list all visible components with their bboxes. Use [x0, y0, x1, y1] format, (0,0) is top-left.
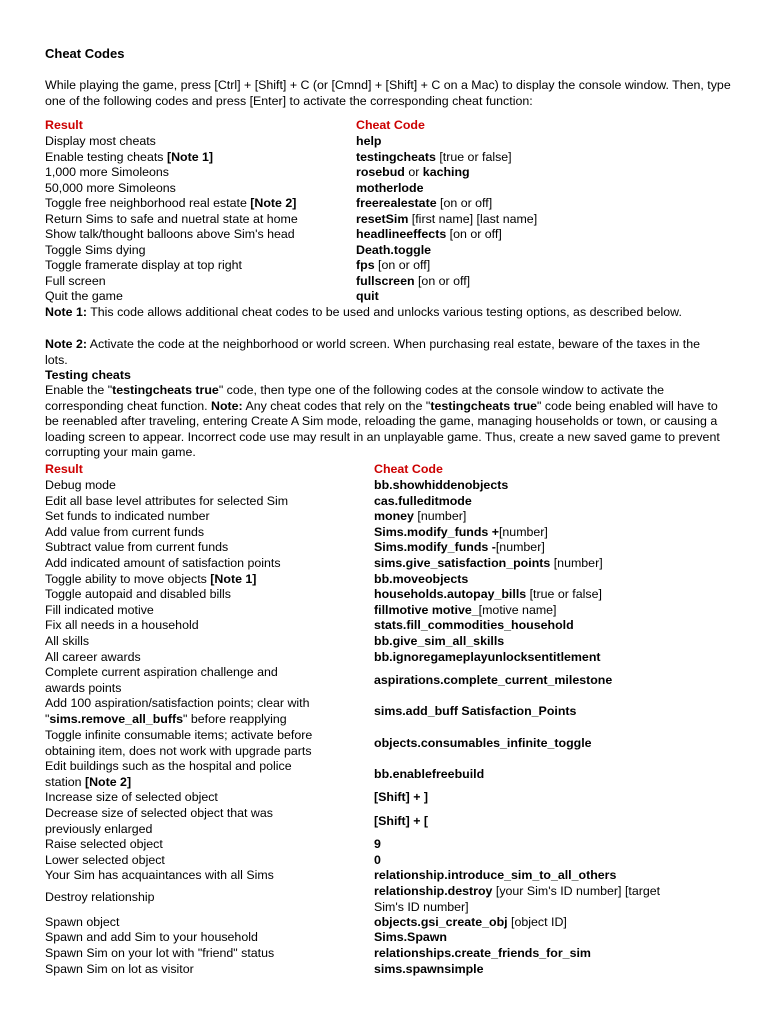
result-text: Debug mode [45, 478, 116, 492]
cheat-args: [true or false] [435, 149, 512, 164]
table-row-result [45, 212, 298, 228]
result-note: [Note 1] [166, 149, 214, 164]
result-line-1: Edit buildings such as the hospital and police [45, 759, 292, 773]
result-text: All skills [45, 634, 90, 648]
result-text: Full screen [45, 273, 106, 288]
result-text: Toggle framerate display at top right [45, 258, 242, 272]
result-line-2: previously enlarged [45, 821, 153, 836]
cheat-code: relationship.introduce_sim_to_all_others [374, 868, 617, 882]
table-row-code [356, 243, 431, 259]
table-row-result [45, 696, 309, 727]
cheat-args: [first name] [last name] [408, 211, 538, 226]
table1-header-result: Result [45, 118, 83, 132]
cheat-code: cas.fulleditmode [374, 493, 472, 508]
table-row-code [374, 868, 616, 884]
table-row-result: Your Sim has acquaintances with all Sims [45, 868, 274, 882]
table-row-code: objects.consumables_infinite_toggle [374, 736, 592, 750]
table1-header-code: Cheat Code [356, 118, 425, 132]
cheat-args: [motive name] [478, 602, 557, 617]
cheat-args: [number] [495, 540, 545, 555]
table-row-result [45, 634, 89, 650]
result-text: Quit the game [45, 289, 123, 303]
cheat-code: [Shift] + ] [374, 790, 429, 804]
table-row-code [374, 930, 447, 946]
table-row-result: Destroy relationship [45, 890, 155, 904]
table-row-code [356, 165, 470, 181]
result-text: Toggle ability to move objects [45, 571, 211, 586]
table-row-code [374, 494, 472, 510]
cheat-code: households.autopay_bills [374, 587, 527, 602]
table-row-result [45, 665, 278, 696]
note-2-label: Note 2: [45, 337, 87, 351]
cheat-code: help [356, 134, 382, 148]
cheat-args: [on or off] [436, 196, 493, 210]
cheat-code: Sims.Spawn [374, 930, 447, 944]
table-row-code [374, 634, 504, 650]
cheat-code: fillmotive motive_ [374, 602, 479, 617]
cheat-code: headlineeffects [356, 227, 447, 241]
table-row-code [374, 837, 381, 853]
table-row-code [374, 478, 508, 494]
result-line-2-c: " before reapplying [183, 711, 287, 726]
result-line-2-bold: sims.remove_all_buffs [49, 711, 184, 726]
testing-paragraph [45, 383, 725, 461]
cheat-code: stats.fill_commodities_household [374, 618, 574, 633]
note-2-text: Activate the code at the neighborhood or world screen. When purchasing real estate, beware of the taxes in the lots. [45, 337, 701, 367]
table-row-result [45, 618, 199, 634]
table-row-result: Spawn Sim on your lot with "friend" status [45, 946, 275, 960]
table-row-code [374, 509, 466, 525]
result-line-1: Toggle infinite consumable items; activate before [45, 728, 313, 742]
table-row-code [374, 540, 545, 556]
cheat-args: or [404, 165, 423, 179]
cheat-code: rosebud [356, 165, 405, 179]
table-row-code [374, 587, 602, 603]
table-row-result [45, 650, 141, 666]
result-line-2-bold: [Note 2] [84, 774, 132, 789]
cheat-code: quit [356, 289, 379, 303]
result-text: Fix all needs in a household [45, 618, 199, 633]
table-row-result [45, 759, 292, 790]
table-row-code [374, 884, 660, 915]
table2-header-result: Result [45, 462, 83, 476]
table-row-result: Lower selected object [45, 853, 165, 867]
note-1-label: Note 1: [45, 305, 87, 319]
table-row-code [374, 525, 548, 541]
table-row-code [356, 258, 430, 274]
table-row-code: sims.add_buff Satisfaction_Points [374, 704, 577, 718]
cheat-code: fps [356, 258, 375, 272]
table-row-result [45, 556, 281, 572]
table-row-code [356, 134, 381, 150]
table-row-code [374, 603, 557, 619]
cheat-args: [on or off] [374, 258, 431, 272]
cheat-args: [on or off] [414, 273, 471, 288]
table-row-result [45, 150, 213, 166]
cheat-code-alt: kaching [422, 165, 470, 179]
result-text: Toggle free neighborhood real estate [45, 196, 251, 210]
result-note: [Note 1] [210, 571, 257, 586]
table-row-result: Spawn object [45, 915, 120, 929]
result-text: Fill indicated motive [45, 602, 154, 617]
cheat-code: Sims.modify_funds - [374, 540, 496, 555]
result-text: Toggle autopaid and disabled bills [45, 587, 231, 602]
result-line-2 [45, 775, 292, 791]
table-row-code [356, 212, 537, 228]
cheat-code: 9 [374, 837, 381, 851]
table-row-code: bb.enablefreebuild [374, 767, 485, 781]
result-text: All career awards [45, 649, 141, 664]
table-row-code [374, 650, 601, 666]
table-row-code [356, 289, 379, 305]
page-title: Cheat Codes [45, 46, 125, 61]
result-line-2 [45, 744, 312, 760]
table-row-code [374, 790, 428, 806]
result-text: Return Sims to safe and nuetral state at home [45, 211, 298, 226]
cheat-args: [number] [498, 524, 548, 539]
result-text: Toggle Sims dying [45, 242, 146, 257]
result-text: Subtract value from current funds [45, 540, 229, 555]
cheat-code: sims.spawnsimple [374, 962, 484, 976]
cheat-args-line-2: Sim's ID number] [374, 899, 469, 914]
table-row-result [45, 134, 156, 150]
cheat-args: [number] [413, 509, 467, 524]
table-row-result [45, 243, 146, 259]
table-row-result [45, 165, 169, 181]
table-row-code [374, 618, 574, 634]
table-row-result [45, 494, 288, 510]
intro-paragraph: While playing the game, press [Ctrl] + [Shift] + C (or [Cmnd] + [Shift] + C on a Mac) to display the console window. Then, type one of the following codes and press [Enter] to activate the corresponding cheat function: [45, 78, 731, 108]
result-text: 50,000 more Simoleons [45, 180, 176, 195]
cheat-code: objects.gsi_create_obj [374, 915, 508, 929]
tp-1: Enable the " [45, 383, 113, 397]
table-row-code [374, 946, 591, 962]
note-1-text: This code allows additional cheat codes to be used and unlocks various testing options, as described below. [87, 305, 682, 319]
cheat-code: testingcheats [356, 149, 436, 164]
cheat-code: relationships.create_friends_for_sim [374, 946, 591, 960]
table-row-result: Raise selected object [45, 837, 163, 851]
table-row-result [45, 540, 228, 556]
result-text: Display most cheats [45, 134, 156, 148]
result-line-2 [45, 712, 309, 728]
table-row-code [356, 274, 470, 290]
cheat-code: money [374, 509, 414, 524]
result-line-2-text: awards points [45, 680, 122, 695]
result-text: Show talk/thought balloons above Sim's head [45, 227, 295, 241]
tp-4: " code being enabled will have to be reenabled after traveling, entering Create A Sim mode, reloading the game, managing households or town, or causing a loading screen to appear. Incorrect code use may result in an unplayable game. Thus, create a new saved game to prevent corrupting your main game. [45, 398, 720, 460]
table-row-result [45, 806, 273, 837]
table2-header-code: Cheat Code [374, 462, 443, 476]
table-row-result [45, 181, 176, 197]
table-row-result: Increase size of selected object [45, 790, 218, 804]
cheat-code: bb.showhiddenobjects [374, 478, 509, 492]
table-row-result [45, 196, 296, 212]
tp-3: Any cheat codes that rely on the " [242, 398, 431, 413]
cheat-code: motherlode [356, 180, 424, 195]
table-row-code [356, 150, 512, 166]
result-line-2-a: " [45, 711, 50, 726]
table-row-result [45, 603, 154, 619]
table-row-code [374, 556, 603, 572]
result-line-2-text: station [45, 774, 85, 789]
cheat-code: relationship.destroy [374, 884, 493, 898]
cheat-code: freerealestate [356, 196, 437, 210]
table-row-code [356, 227, 502, 243]
table-row-code: aspirations.complete_current_milestone [374, 673, 613, 687]
table-row-result [45, 478, 116, 494]
tp-b1: testingcheats true [112, 383, 219, 397]
table-row-code [374, 915, 567, 931]
result-text: Set funds to indicated number [45, 509, 210, 524]
table-row-result [45, 525, 204, 541]
note-2 [45, 337, 725, 368]
table-row-code [374, 572, 468, 588]
table-row-result [45, 274, 106, 290]
result-text: Add indicated amount of satisfaction points [45, 556, 281, 570]
table-row-result: Spawn Sim on lot as visitor [45, 962, 194, 976]
result-text: 1,000 more Simoleons [45, 165, 169, 179]
cheat-code: bb.give_sim_all_skills [374, 634, 505, 648]
table-row-code: [Shift] + [ [374, 814, 429, 828]
cheat-args: [object ID] [507, 915, 567, 929]
cheat-code: sims.give_satisfaction_points [374, 556, 551, 570]
result-line-1: Add 100 aspiration/satisfaction points; clear with [45, 696, 310, 710]
table-row-result: Spawn and add Sim to your household [45, 930, 258, 944]
cheat-code: fullscreen [356, 273, 415, 288]
table-row-result [45, 258, 242, 274]
table-row-code [374, 962, 484, 978]
cheat-code: bb.ignoregameplayunlocksentitlement [374, 649, 601, 664]
tp-2: " code, then type one of the following codes at the console window to activate the corresponding cheat function. [45, 383, 665, 413]
cheat-code: bb.moveobjects [374, 571, 469, 586]
result-text: Enable testing cheats [45, 149, 167, 164]
result-line-2-text: obtaining item, does not work with upgrade parts [45, 743, 312, 758]
cheat-args-line-1: [your Sim's ID number] [target [492, 884, 661, 898]
result-text: Edit all base level attributes for selected Sim [45, 493, 289, 508]
table-row-result [45, 572, 256, 588]
result-line-2 [45, 681, 278, 697]
cheat-code: Death.toggle [356, 242, 432, 257]
result-line-1: Decrease size of selected object that was [45, 806, 273, 820]
table-row-result [45, 227, 295, 243]
result-text: Add value from current funds [45, 524, 205, 539]
table-row-result [45, 509, 210, 525]
note-1 [45, 305, 725, 321]
cheat-code: resetSim [356, 211, 409, 226]
cheat-code: Sims.modify_funds + [374, 524, 499, 539]
cheat-args: [number] [550, 556, 603, 570]
testing-heading: Testing cheats [45, 368, 131, 382]
cheat-code: 0 [374, 853, 381, 867]
table-row-result [45, 289, 123, 305]
table-row-code [356, 196, 492, 212]
table-row-result [45, 587, 231, 603]
tp-b3: testingcheats true [430, 398, 538, 413]
tp-b2: Note: [211, 398, 243, 413]
result-line-1: Complete current aspiration challenge and [45, 665, 278, 679]
result-note: [Note 2] [250, 196, 297, 210]
cheat-args: [true or false] [526, 587, 602, 602]
table-row-code [356, 181, 423, 197]
table-row-result [45, 728, 312, 759]
cheat-args: [on or off] [446, 227, 502, 241]
table-row-code [374, 853, 381, 869]
